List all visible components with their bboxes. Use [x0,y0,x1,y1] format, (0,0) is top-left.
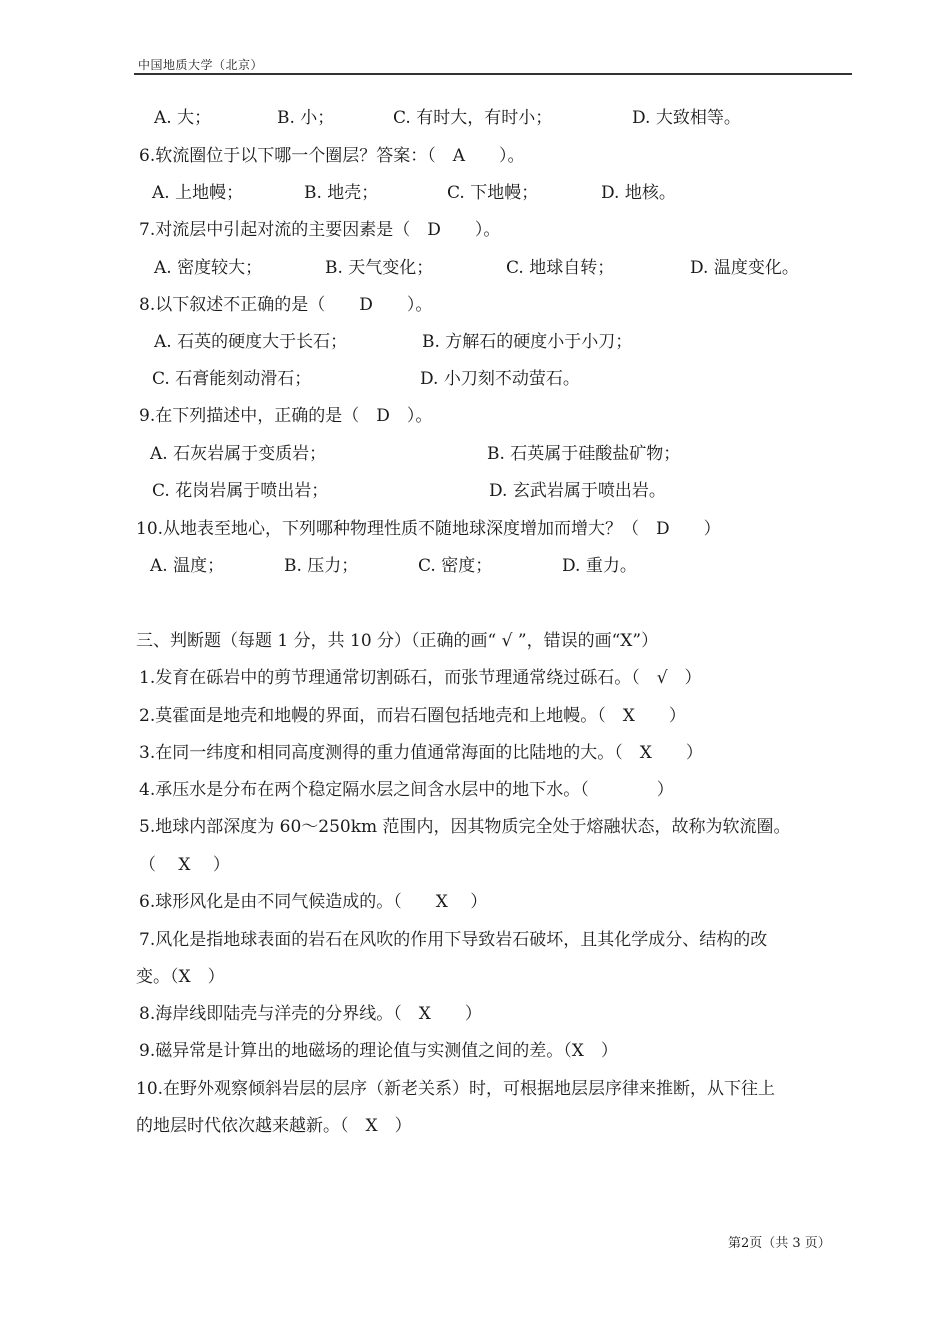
judgment-item-5: 5.地球内部深度为 60～250km 范围内，因其物质完全处于熔融状态，故称为软流圈。 [139,817,791,837]
option-a: A. 上地幔； [152,183,244,203]
option-d: D. 温度变化。 [690,258,799,278]
judgment-item-8: 8.海岸线即陆壳与洋壳的分界线。（ X ） [139,1004,482,1024]
option-c: C. 石膏能刻动滑石； [152,369,312,389]
option-c: C. 地球自转； [506,258,615,278]
judgment-item-2: 2.莫霍面是地壳和地幔的界面，而岩石圈包括地壳和上地幔。（ X ） [139,706,686,726]
question-text: 6.软流圈位于以下哪一个圈层？答案：（ A ）。 [139,146,525,166]
option-d: D. 小刀刻不动萤石。 [420,369,580,389]
page-header [134,55,852,75]
option-d: D. 玄武岩属于喷出岩。 [489,481,666,501]
institution-name: 中国地质大学（北京） [138,58,264,72]
judgment-item-10-cont: 的地层时代依次越来越新。（ X ） [136,1116,412,1136]
option-b: B. 方解石的硬度小于小刀； [422,332,633,352]
page-number: 第2页（共 3 页） [728,1236,831,1251]
option-c: C. 下地幔； [447,183,539,203]
option-b: B. 地壳； [304,183,379,203]
judgment-item-5-answer: （ X ） [139,855,230,875]
option-d: D. 地核。 [601,183,676,203]
question-text: 7.对流层中引起对流的主要因素是（ D ）。 [139,220,501,240]
option-a: A. 密度较大； [154,258,263,278]
option-d: D. 大致相等。 [632,108,741,128]
option-a: A. 大； [154,108,212,128]
option-a: A. 石灰岩属于变质岩； [150,444,327,464]
judgment-item-1: 1.发育在砾岩中的剪节理通常切割砾石，而张节理通常绕过砾石。（ √ ） [139,668,702,688]
judgment-item-10: 10.在野外观察倾斜岩层的层序（新老关系）时，可根据地层层序律来推断，从下往上 [136,1079,776,1099]
option-b: B. 天气变化； [325,258,434,278]
option-b: B. 小； [277,108,335,128]
option-a: A. 温度； [150,556,225,576]
question-text: 9.在下列描述中，正确的是（ D ）。 [139,406,433,426]
judgment-item-6: 6.球形风化是由不同气候造成的。（ X ） [139,892,488,912]
judgment-item-7: 7.风化是指地球表面的岩石在风吹的作用下导致岩石破坏，且其化学成分、结构的改 [139,930,768,950]
section-title: 三、判断题（每题 1 分，共 10 分）（正确的画“ √ ”，错误的画“X”） [136,631,659,651]
judgment-item-4: 4.承压水是分布在两个稳定隔水层之间含水层中的地下水。（ ） [139,780,674,800]
option-d: D. 重力。 [562,556,637,576]
option-b: B. 压力； [284,556,359,576]
option-c: C. 有时大，有时小； [393,108,553,128]
option-b: B. 石英属于硅酸盐矿物； [487,444,681,464]
judgment-item-9: 9.磁异常是计算出的地磁场的理论值与实测值之间的差。（X ） [139,1041,618,1061]
option-c: C. 花岗岩属于喷出岩； [152,481,329,501]
question-text: 8.以下叙述不正确的是（ D ）。 [139,295,433,315]
judgment-item-3: 3.在同一纬度和相同高度测得的重力值通常海面的比陆地的大。（ X ） [139,743,703,763]
option-c: C. 密度； [418,556,493,576]
question-text: 10.从地表至地心，下列哪种物理性质不随地球深度增加而增大？（ D ） [136,519,721,539]
option-a: A. 石英的硬度大于长石； [154,332,348,352]
judgment-item-7-cont: 变。（X ） [136,967,225,987]
